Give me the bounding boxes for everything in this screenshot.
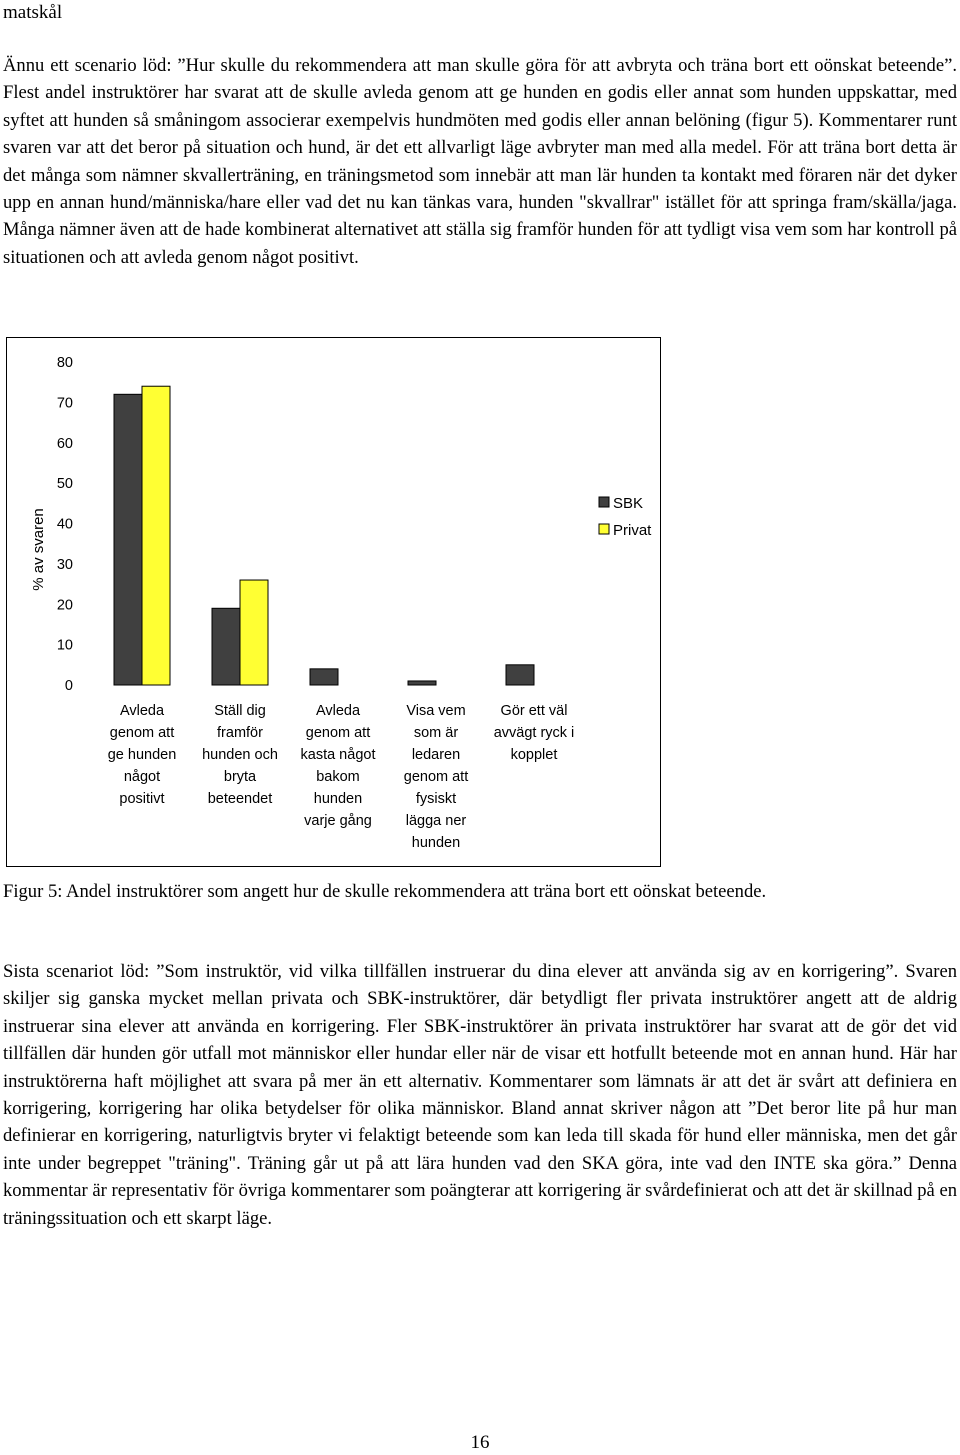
category-label: beteendet [207, 791, 273, 807]
bar-privat [240, 580, 268, 685]
bar-sbk [506, 665, 534, 685]
category-label: bakom [316, 769, 360, 785]
category-label: ge hunden [107, 747, 177, 763]
bar-sbk [114, 394, 142, 685]
bar-chart [7, 338, 662, 868]
category-label: hunden och [202, 747, 278, 763]
bar-privat [142, 386, 170, 685]
legend-label-sbk: SBK [613, 495, 644, 512]
category-label: Gör ett väl [500, 703, 568, 719]
category-label: framför [217, 725, 263, 741]
y-tick-label: 50 [56, 476, 73, 493]
bar-sbk [408, 681, 436, 685]
y-tick-label: 60 [56, 435, 73, 452]
category-label: Visa vem [406, 703, 466, 719]
running-text-top: matskål [3, 2, 63, 23]
category-label: Ställ dig [214, 703, 266, 719]
category-label: ledaren [411, 747, 461, 763]
y-tick-label: 20 [56, 597, 73, 614]
legend-swatch-sbk [599, 497, 609, 507]
category-label: positivt [119, 791, 165, 807]
category-label: något [123, 769, 161, 785]
paragraph-scenario-avbryta: Ännu ett scenario löd: ”Hur skulle du rekommendera att man skulle göra för att avbryta och träna bort ett oönskat beteende”. Flest andel instruktörer har svarat att de skulle avleda genom att ge hunden en godis eller annat som hunden uppskattar, med syftet att hunden så småningom associerar exempelvis hundmöten med godis eller annan belöning (figur 5). Kommentarer runt svaren var att det beror på situation och hund, är det ett allvarligt läge avbryter man med alla medel. För att träna bort detta är det många som nämner skvallerträning, en träningsmetod som innebär att man lär hunden ta kontakt med föraren när det dyker upp en annan hund/människa/hare eller vad det nu kan tänkas vara, hunden "skvallrar" istället för att springa fram/skälla/jaga. Många nämner även att de hade kombinerat alternativet att ställa sig framför hunden för att tydligt visa vem som har kontroll på situationen och att avleda genom något positivt. [3, 55, 957, 268]
category-label: bryta [223, 769, 257, 785]
category-label: genom att [305, 725, 371, 741]
category-label: hunden [411, 835, 461, 851]
y-tick-label: 10 [56, 637, 73, 654]
category-label: kopplet [510, 747, 558, 763]
category-label: kasta något [300, 747, 376, 763]
paragraph-scenario-korrigering: Sista scenariot löd: ”Som instruktör, vid vilka tillfällen instruerar du dina elever att använda sig av en korrigering”. Svaren skiljer sig ganska mycket mellan privata och SBK-instruktörer, där betydligt fler privata instruktörer angett att de aldrig instruerar sina elever att använda en korrigering. Fler SBK-instruktörer än privata instruktörer har svarat att de gör det vid tillfällen där hunden gör utfall mot människor eller hundar eller när de visar ett hotfullt beteende mot en annan hund. Här har instruktörerna haft möjlighet att svara på mer än ett alternativ. Kommentarer som lämnats är att det är svårt att definiera en korrigering, korrigering har olika betydelser för olika människor. Bland annat skriver någon att ”Det beror lite på hur man definierar en korrigering, naturligtvis bryter vi felaktigt beteende som kan leda till skada för hund eller människa, men det går inte under begreppet "träning". Träning går ut på att lära hunden vad den SKA göra, inte vad den INTE ska göra.” Denna kommentar är representativ för övriga kommentarer som poängterar att korrigering är svårdefinierat och att det är skillnad på en träningssituation och ett skarpt läge. [3, 961, 957, 1229]
category-label: som är [413, 725, 459, 741]
category-label: genom att [109, 725, 175, 741]
category-label: fysiskt [415, 791, 457, 807]
y-tick-label: 0 [64, 678, 73, 694]
bar-sbk [212, 608, 240, 685]
category-label: avvägt ryck i [493, 725, 575, 741]
category-label: Avleda [315, 703, 361, 719]
page-number: 16 [470, 1432, 490, 1453]
y-tick-label: 70 [56, 395, 73, 412]
bar-sbk [310, 669, 338, 685]
category-label: genom att [403, 769, 469, 785]
figure-chart [6, 337, 661, 867]
category-label: Avleda [119, 703, 165, 719]
category-label: varje gång [304, 813, 372, 829]
category-label: lägga ner [405, 813, 467, 829]
legend-label-privat: Privat [613, 522, 652, 539]
y-tick-label: 80 [56, 355, 73, 371]
y-tick-label: 30 [56, 556, 73, 573]
y-axis-label: % av svaren [30, 508, 47, 591]
figure-caption: Figur 5: Andel instruktörer som angett hur de skulle rekommendera att träna bort ett oönskat beteende. [3, 881, 767, 902]
y-tick-label: 40 [56, 516, 73, 533]
legend-swatch-privat [599, 524, 609, 534]
category-label: hunden [313, 791, 363, 807]
